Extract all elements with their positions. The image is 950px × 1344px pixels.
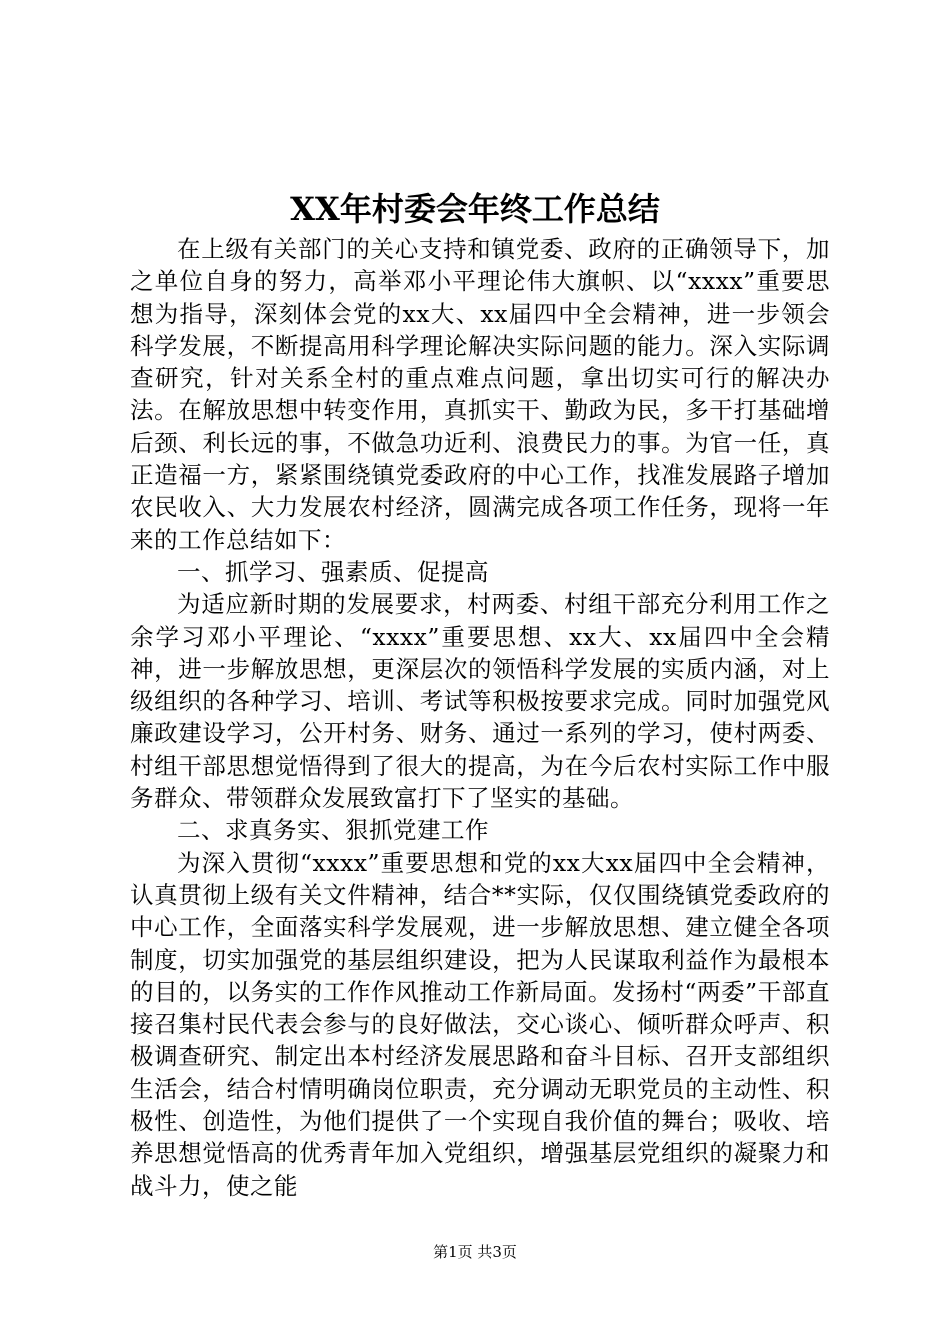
section-heading-1: 一、抓学习、强素质、促提高	[177, 557, 489, 586]
page-footer: 第1页 共3页	[433, 1243, 517, 1261]
paragraph-intro: 在上级有关部门的关心支持和镇党委、政府的正确领导下，加之单位自身的努力，高举邓小平理论伟大旗帜、以“xxxx”重要思想为指导，深刻体会党的xx大、xx届四中全会精神，进一步领会科学发展，不断提高用科学理论解决实际问题的能力。深入实际调查研究，针对关系全村的重点难点问题，拿出切实可行的解决办法。在解放思想中转变作用，真抓实干、勤政为民，多干打基础增后颈、利长远的事，不做急功近利、浪费民力的事。为官一任，真正造福一方，紧紧围绕镇党委政府的中心工作，找准发展路子增加农民收入、大力发展农村经济，圆满完成各项工作任务，现将一年来的工作总结如下：	[130, 235, 830, 554]
document-title: XX年村委会年终工作总结	[290, 190, 660, 228]
paragraph-section-1: 为适应新时期的发展要求，村两委、村组干部充分利用工作之余学习邓小平理论、“xxxx”重要思想、xx大、xx届四中全会精神，进一步解放思想，更深层次的领悟科学发展的实质内涵，对上级组织的各种学习、培训、考试等积极按要求完成。同时加强党风廉政建设学习，公开村务、财务、通过一系列的学习，使村两委、村组干部思想觉悟得到了很大的提高，为在今后农村实际工作中服务群众、带领群众发展致富打下了坚实的基础。	[130, 590, 830, 813]
paragraph-section-2: 为深入贯彻“xxxx”重要思想和党的xx大xx届四中全会精神，认真贯彻上级有关文件精神，结合**实际，仅仅围绕镇党委政府的中心工作，全面落实科学发展观，进一步解放思想、建立健全各项制度，切实加强党的基层组织建设，把为人民谋取利益作为最根本的目的，以务实的工作作风推动工作新局面。发扬村“两委”干部直接召集村民代表会参与的良好做法，交心谈心、倾听群众呼声、积极调查研究、制定出本村经济发展思路和奋斗目标、召开支部组织生活会，结合村情明确岗位职责，充分调动无职党员的主动性、积极性、创造性，为他们提供了一个实现自我价值的舞台；吸收、培养思想觉悟高的优秀青年加入党组织，增强基层党组织的凝聚力和战斗力，使之能	[130, 848, 830, 1200]
section-heading-2: 二、求真务实、狠抓党建工作	[177, 816, 489, 845]
document-body	[130, 233, 830, 1202]
